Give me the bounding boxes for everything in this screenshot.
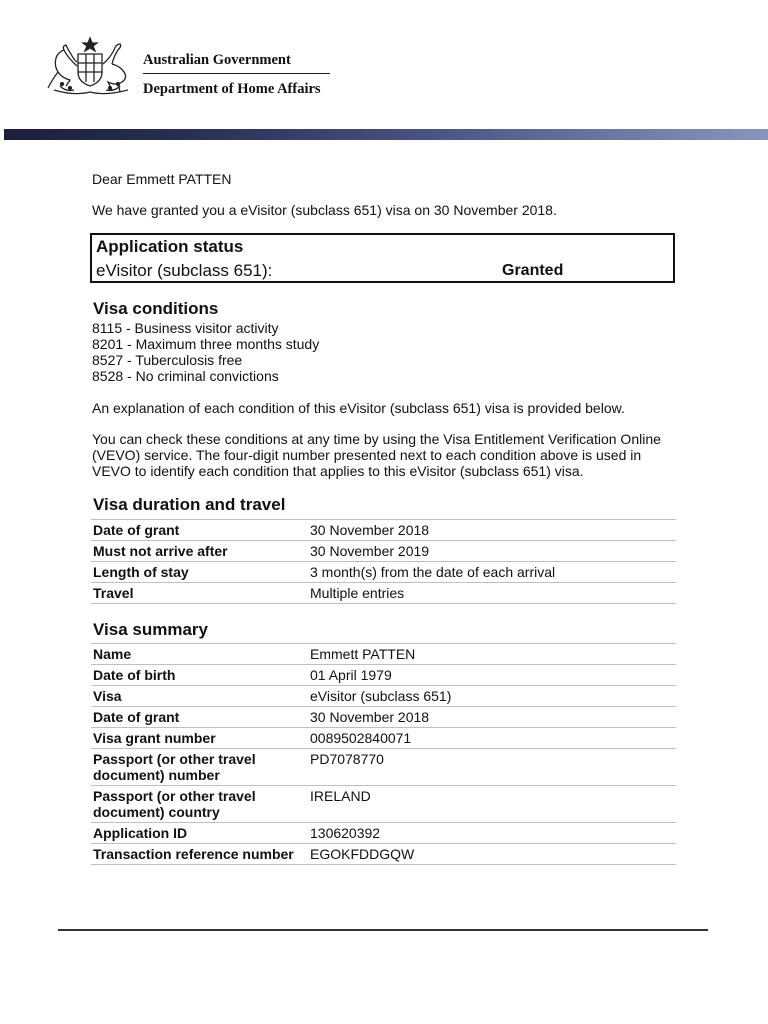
table-row [91,583,676,604]
table-row [91,749,676,786]
conditions-explanation: An explanation of each condition of this eVisitor (subclass 651) visa is provided below. [92,400,625,416]
row-key: Date of grant [91,520,308,541]
conditions-list [92,320,319,384]
row-key: Must not arrive after [91,541,308,562]
row-value: 30 November 2018 [308,707,676,728]
status-title: Application status [96,237,244,256]
row-value: 0089502840071 [308,728,676,749]
table-row [91,520,676,541]
status-label: eVisitor (subclass 651): [96,261,273,280]
government-name: Australian Government [143,52,291,68]
table-row [91,665,676,686]
header-banner [4,129,768,140]
row-key: Name [91,644,308,665]
table-row [91,728,676,749]
row-value: Multiple entries [308,583,676,604]
greeting: Dear Emmett PATTEN [92,171,232,187]
row-key: Transaction reference number [91,844,308,865]
row-key: Passport (or other travel document) country [91,786,308,823]
row-key: Visa [91,686,308,707]
row-key: Passport (or other travel document) number [91,749,308,786]
row-value: 3 month(s) from the date of each arrival [308,562,676,583]
row-value: PD7078770 [308,749,676,786]
row-key: Application ID [91,823,308,844]
row-key: Visa grant number [91,728,308,749]
footer-divider [58,929,708,931]
table-row [91,562,676,583]
table-row [91,707,676,728]
department-name: Department of Home Affairs [143,81,321,97]
row-value: 01 April 1979 [308,665,676,686]
row-key: Travel [91,583,308,604]
application-status-box [90,233,675,283]
row-value: 130620392 [308,823,676,844]
row-key: Date of birth [91,665,308,686]
table-row [91,786,676,823]
wordmark-divider [143,73,330,74]
intro-text: We have granted you a eVisitor (subclass 651) visa on 30 November 2018. [92,202,557,218]
table-row [91,823,676,844]
condition-item: 8201 - Maximum three months study [92,336,320,352]
table-row [91,844,676,865]
table-row [91,541,676,562]
row-value: eVisitor (subclass 651) [308,686,676,707]
row-value: Emmett PATTEN [308,644,676,665]
summary-table [91,643,676,865]
row-key: Date of grant [91,707,308,728]
australian-coat-of-arms-icon [44,36,136,100]
row-key: Length of stay [91,562,308,583]
row-value: EGOKFDDGQW [308,844,676,865]
row-value: 30 November 2019 [308,541,676,562]
status-value: Granted [502,262,564,279]
table-row [91,686,676,707]
duration-table [91,519,676,604]
table-row [91,644,676,665]
vevo-check-text: You can check these conditions at any time by using the Visa Entitlement Verification Online (VEVO) service. The four-digit number presented next to each condition above is used in VEVO to identify each condition that applies to this eVisitor (subclass 651) visa. [92,431,661,479]
condition-item: 8528 - No criminal convictions [92,368,279,384]
government-wordmark [143,51,330,98]
row-value: IRELAND [308,786,676,823]
duration-heading: Visa duration and travel [93,495,286,514]
summary-heading: Visa summary [93,620,208,639]
conditions-heading: Visa conditions [93,299,219,318]
condition-item: 8527 - Tuberculosis free [92,352,243,368]
row-value: 30 November 2018 [308,520,676,541]
condition-item: 8115 - Business visitor activity [92,320,279,336]
